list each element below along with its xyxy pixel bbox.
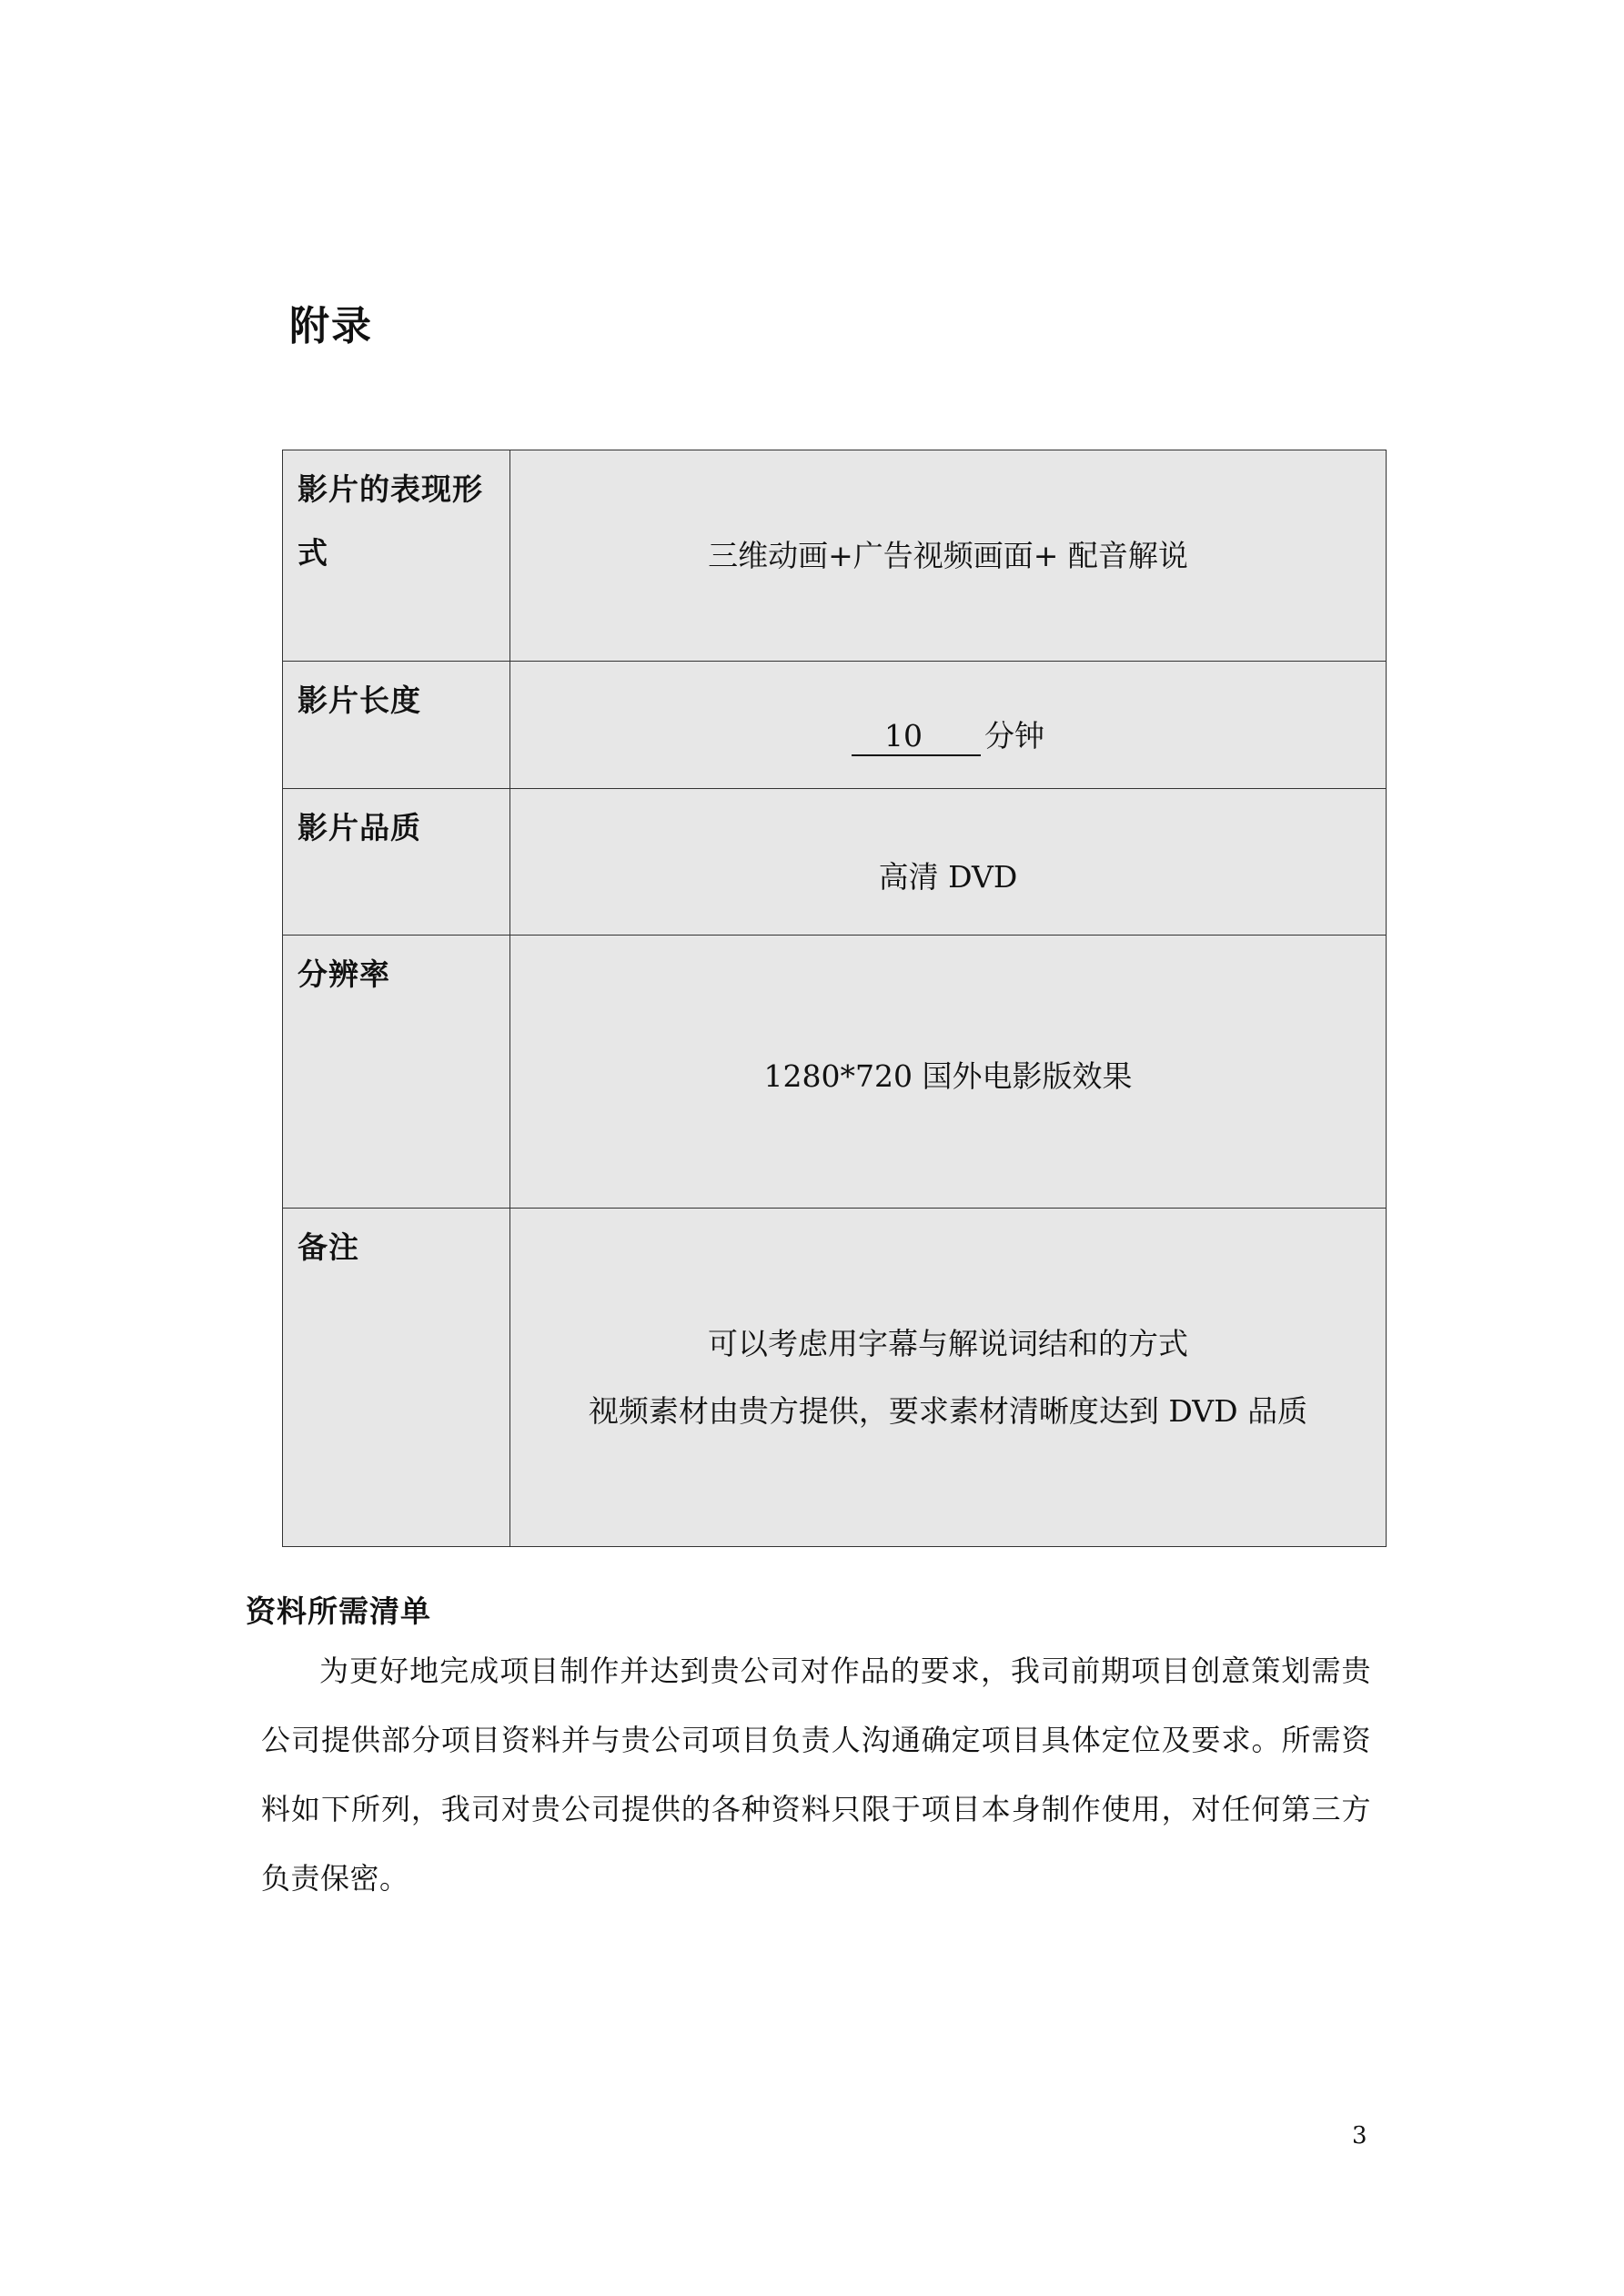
row-value-notes	[510, 1209, 1387, 1547]
table-row	[283, 450, 1387, 662]
spec-table	[282, 450, 1387, 1547]
section-title: 资料所需清单	[246, 1593, 431, 1629]
length-unit: 分钟	[984, 717, 1044, 754]
row-value-presentation: 三维动画+广告视频画面+ 配音解说	[510, 450, 1387, 662]
row-label-length: 影片长度	[283, 662, 510, 789]
table-row	[283, 662, 1387, 789]
row-label-notes: 备注	[283, 1209, 510, 1547]
row-value-quality: 高清 DVD	[510, 789, 1387, 936]
row-label-resolution: 分辨率	[283, 936, 510, 1209]
section-paragraph: 为更好地完成项目制作并达到贵公司对作品的要求，我司前期项目创意策划需贵公司提供部分项目资料并与贵公司项目负责人沟通确定项目具体定位及要求。所需资料如下所列，我司对贵公司提供的各种资料只限于项目本身制作使用，对任何第三方负责保密。	[261, 1654, 1371, 1896]
page-heading: 附录	[289, 303, 373, 349]
page-number: 3	[1352, 2122, 1367, 2149]
notes-line-2: 视频素材由贵方提供，要求素材清晰度达到 DVD 品质	[588, 1392, 1308, 1429]
row-label-presentation: 影片的表现形式	[283, 450, 510, 662]
table-row	[283, 1209, 1387, 1547]
length-number: 10	[852, 718, 981, 756]
table-row	[283, 936, 1387, 1209]
notes-line-1: 可以考虑用字幕与解说词结和的方式	[708, 1325, 1188, 1361]
row-label-quality: 影片品质	[283, 789, 510, 936]
row-value-resolution: 1280*720 国外电影版效果	[510, 936, 1387, 1209]
table-row	[283, 789, 1387, 936]
row-value-length	[510, 662, 1387, 789]
